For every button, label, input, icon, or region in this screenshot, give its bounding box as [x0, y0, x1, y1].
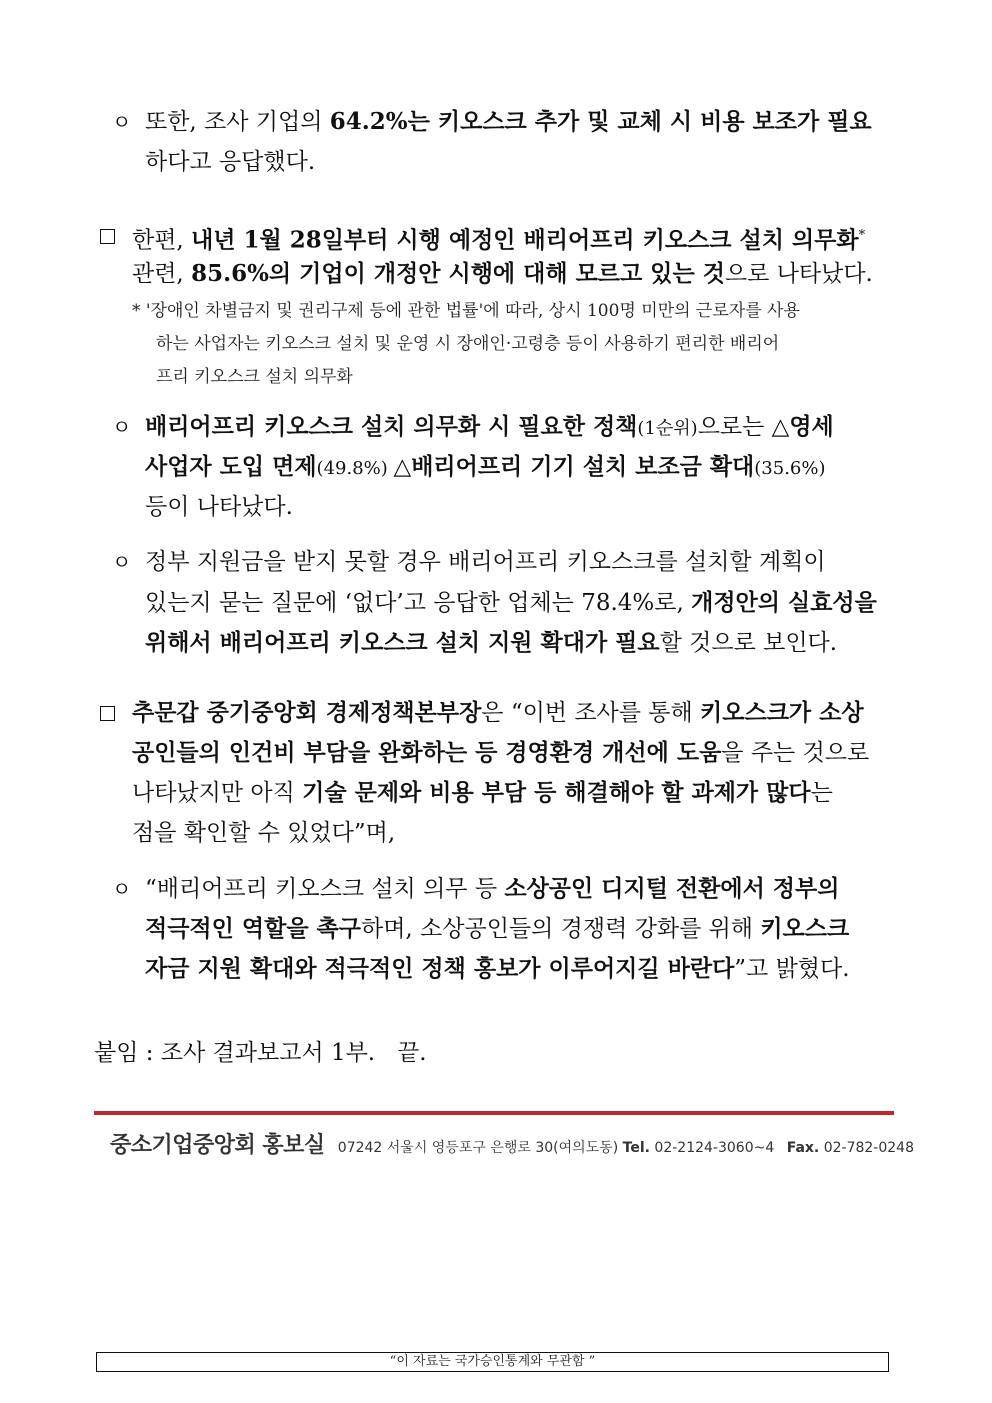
- p4-line1: 정부 지원금을 받지 못할 경우 배리어프리 키오스크를 설치할 계획이: [145, 549, 826, 575]
- footer-address: 07242 서울시 영등포구 은행로 30(여의도동) Tel. 02-2124-3060~4 Fax. 02-782-0248: [337, 1140, 914, 1156]
- bullet-square-icon: [100, 229, 115, 244]
- footer-divider: [94, 1111, 894, 1115]
- p3-line2: 사업자 도입 면제(49.8%) △배리어프리 기기 설치 보조금 확대(35.6%): [145, 453, 826, 480]
- p3-line1: 배리어프리 키오스크 설치 의무화 시 필요한 정책(1순위)으로는 △영세: [145, 413, 834, 440]
- bullet-circle-icon: ㅇ: [112, 415, 132, 439]
- p1-highlight: 64.2%는 키오스크 추가 및 교체 시 비용 보조가 필요: [329, 108, 872, 135]
- footer-org: 중소기업중앙회 홍보실: [110, 1133, 325, 1158]
- p2-line1: 한편, 내년 1월 28일부터 시행 예정인 배리어프리 키오스크 설치 의무화*: [132, 226, 866, 254]
- p6-line3: 자금 지원 확대와 적극적인 정책 홍보가 이루어지길 바란다”고 밝혔다.: [145, 955, 850, 982]
- p4-line2: 있는지 묻는 질문에 ‘없다’고 응답한 업체는 78.4%로, 개정안의 실효성을: [145, 589, 877, 616]
- bullet-circle-icon: ㅇ: [112, 877, 132, 901]
- footnote-line2: 하는 사업자는 키오스크 설치 및 운영 시 장애인·고령층 등이 사용하기 편리한 배리어: [156, 334, 780, 354]
- p5-line3: 나타났지만 아직 기술 문제와 비용 부담 등 해결해야 할 과제가 많다는: [132, 779, 833, 806]
- p5-line1: 추문갑 중기중앙회 경제정책본부장은 “이번 조사를 통해 키오스크가 소상: [132, 699, 864, 726]
- bullet-square-icon: [100, 706, 115, 721]
- footnote-line3: 프리 키오스크 설치 의무화: [156, 367, 353, 387]
- p5-line4: 점을 확인할 수 있었다”며,: [132, 820, 396, 846]
- p1-line2: 하다고 응답했다.: [145, 149, 316, 175]
- p4-line3: 위해서 배리어프리 키오스크 설치 지원 확대가 필요할 것으로 보인다.: [145, 629, 838, 656]
- disclaimer-box: “이 자료는 국가승인통계와 무관함 ”: [96, 1352, 889, 1372]
- p3-line3: 등이 나타났다.: [145, 494, 293, 520]
- p6-line2: 적극적인 역할을 촉구하며, 소상공인들의 경쟁력 강화를 위해 키오스크: [145, 915, 850, 942]
- bullet-circle-icon: ㅇ: [112, 550, 132, 574]
- p1-line1: 또한, 조사 기업의 64.2%는 키오스크 추가 및 교체 시 비용 보조가 필요: [145, 108, 872, 135]
- p6-line1: “배리어프리 키오스크 설치 의무 등 소상공인 디지털 전환에서 정부의: [145, 875, 840, 902]
- attachment-note: 붙임 : 조사 결과보고서 1부. 끝.: [94, 1040, 427, 1066]
- p2-line2: 관련, 85.6%의 기업이 개정안 시행에 대해 모르고 있는 것으로 나타났다.: [132, 260, 873, 287]
- footnote-mark: *: [858, 228, 866, 243]
- bullet-circle-icon: ㅇ: [112, 110, 132, 134]
- p5-line2: 공인들의 인건비 부담을 완화하는 등 경영환경 개선에 도움을 주는 것으로: [132, 739, 870, 766]
- footnote-line1: * '장애인 차별금지 및 권리구제 등에 관한 법률'에 따라, 상시 100명 미만의 근로자를 사용: [132, 301, 800, 321]
- footer: [110, 1128, 914, 1159]
